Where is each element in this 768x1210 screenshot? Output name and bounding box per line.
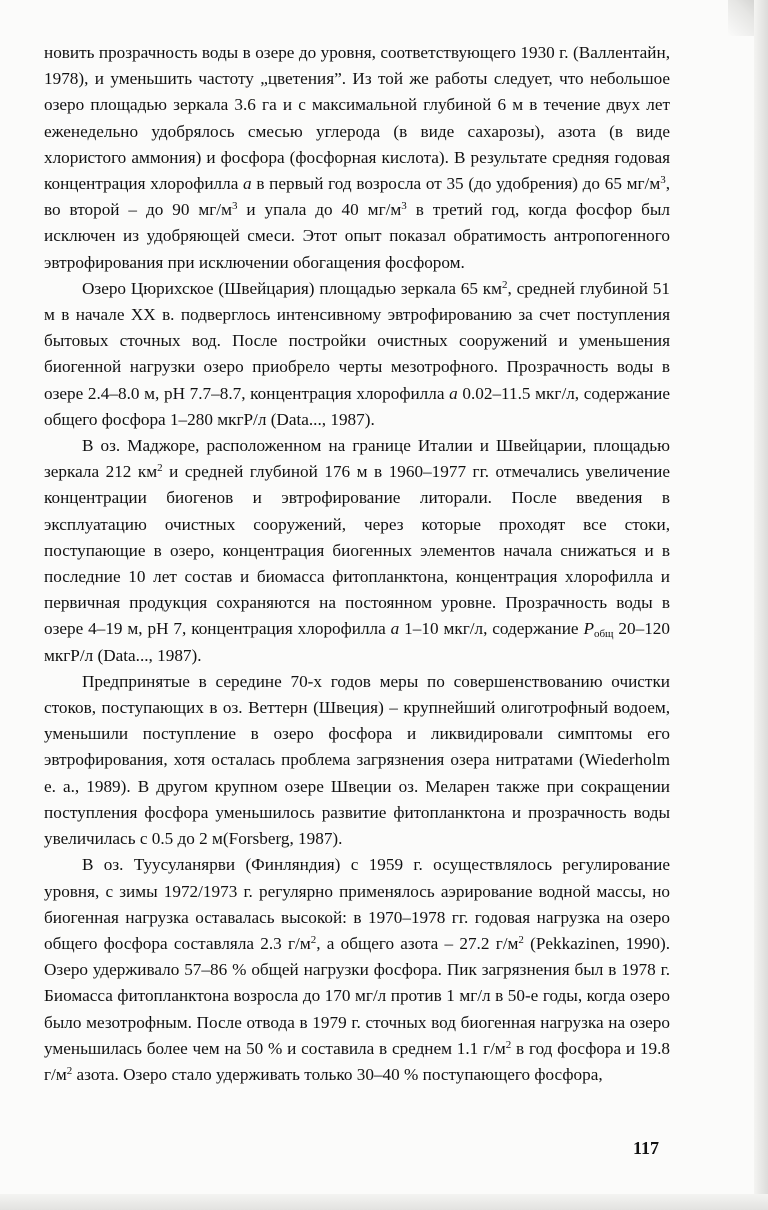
text-run: , а общего азота – 27.2 г/м	[316, 933, 519, 953]
superscript: 3	[660, 174, 666, 187]
text-run: Предпринятые в середине 70-х годов меры по совершенствованию очистки стоков, поступающих в оз. Веттерн (Швеция) – крупнейший олиготрофный водоем, уменьшили поступление в озеро фосфора и ликвидировали симптомы его эвтрофирования, хотя осталась проблема загрязнения озера нитратами (Wiederholm e. a., 1989). В другом крупном озере Швеции оз. Меларен также при сокращении поступления фосфора уменьшилось развитие фитопланктона и прозрачность воды увеличилась с 0.5 до 2 м(Forsberg, 1987).	[44, 671, 670, 849]
page-number: 117	[633, 1138, 660, 1158]
subscript: общ	[593, 628, 614, 641]
superscript: 2	[157, 462, 163, 475]
italic-symbol: a	[449, 383, 458, 403]
text-run: новить прозрачность воды в озере до уровня, соответствующего 1930 г. (Валлентайн, 1978), и уменьшить частоту „цветения”. Из той же работы следует, что небольшое озеро площадью зеркала 3.6 га и с максимальной глубиной 6 м в течение двух лет еженедельно удобрялось смесью углерода (в виде сахарозы), азота (в виде хлористого аммония) и фосфора (фосфорная кислота). В результате средняя годовая концентрация хлорофилла	[44, 43, 670, 194]
text-run: в год фосфора и 19.8 г/м	[44, 1038, 670, 1084]
text-run: и средней глубиной 176 м в 1960–1977 гг. отмечались увеличение концентрации биогенов и эвтрофирование литорали. После введения в эксплуатацию очистных сооружений, через которые проходят все стоки, поступающие в озеро, концентрация биогенных элементов начала снижаться и в последние 10 лет состав и биомасса фитопланктона, концентрация хлорофилла и первичная продукция сохраняются на постоянном уровне. Прозрачность воды в озере 4–19 м, pH 7, концентрация хлорофилла	[44, 462, 670, 639]
superscript: 2	[518, 933, 524, 946]
paragraph	[44, 276, 670, 433]
text-run: , средней глубиной 51 м в начале XX в. подверглось интенсивному эвтрофированию за счет поступления бытовых сточных вод. После постройки очистных сооружений и уменьшения биогенной нагрузки озеро приобрело черты мезотрофного. Прозрачность воды в озере 2.4–8.0 м, pH 7.7–8.7, концентрация хлорофилла	[44, 278, 670, 403]
text-run: 20–120 мкгР/л (Data..., 1987).	[44, 619, 670, 665]
text-run: В оз. Маджоре, расположенном на границе Италии и Швейцарии, площадью зеркала 212 км	[44, 436, 670, 482]
superscript: 3	[401, 200, 407, 213]
body-text	[44, 40, 670, 1088]
paragraph	[44, 40, 670, 276]
paragraph	[44, 669, 670, 852]
paragraph	[44, 852, 670, 1088]
superscript: 2	[502, 278, 508, 291]
text-run: азота. Озеро стало удерживать только 30–40 % поступающего фосфора,	[72, 1064, 603, 1084]
text-run: (Pekkazinen, 1990). Озеро удерживало 57–86 % общей нагрузки фосфора. Пик загрязнения был в 1978 г. Биомасса фитопланктона возросла до 170 мг/л против 1 мг/л в 50-е годы, когда озеро было мезотрофным. После отвода в 1979 г. сточных вод биогенная нагрузка на озеро уменьшилась более чем на 50 % и составила в среднем 1.1 г/м	[44, 933, 671, 1058]
text-run: Озеро Цюрихское (Швейцария) площадью зеркала 65 км	[82, 278, 503, 298]
italic-symbol: a	[243, 174, 252, 194]
page-edge-right	[754, 0, 768, 1210]
page-edge-bottom	[0, 1194, 768, 1210]
text-run: в первый год возросла от 35 (до удобрения) до 65 мг/м	[251, 174, 661, 194]
paragraph	[44, 433, 670, 669]
superscript: 2	[66, 1064, 73, 1077]
text-run: 1–10 мкг/л, содержание	[399, 619, 584, 639]
text-run: В оз. Туусуланярви (Финляндия) с 1959 г. осуществлялось регулирование уровня, с зимы 1972/1973 г. регулярно применялось аэрирование водной массы, но биогенная нагрузка оставалась высокой: в 1970–1978 гг. годовая нагрузка на озеро общего фосфора составляла 2.3 г/м	[44, 855, 670, 953]
text-run: , во второй – до 90 мг/м	[44, 174, 671, 220]
superscript: 2	[505, 1038, 512, 1051]
italic-symbol: P	[583, 619, 594, 639]
superscript: 2	[310, 933, 317, 946]
superscript: 3	[231, 200, 238, 213]
text-run: 0.02–11.5 мкг/л, содержание общего фосфора 1–280 мкгР/л (Data..., 1987).	[44, 383, 670, 429]
text-run: в третий год, когда фосфор был исключен из удобряющей смеси. Этот опыт показал обратимость антропогенного эвтрофирования при исключении обогащения фосфором.	[44, 200, 670, 272]
italic-symbol: a	[390, 619, 400, 639]
text-run: и упала до 40 мг/м	[237, 200, 402, 220]
